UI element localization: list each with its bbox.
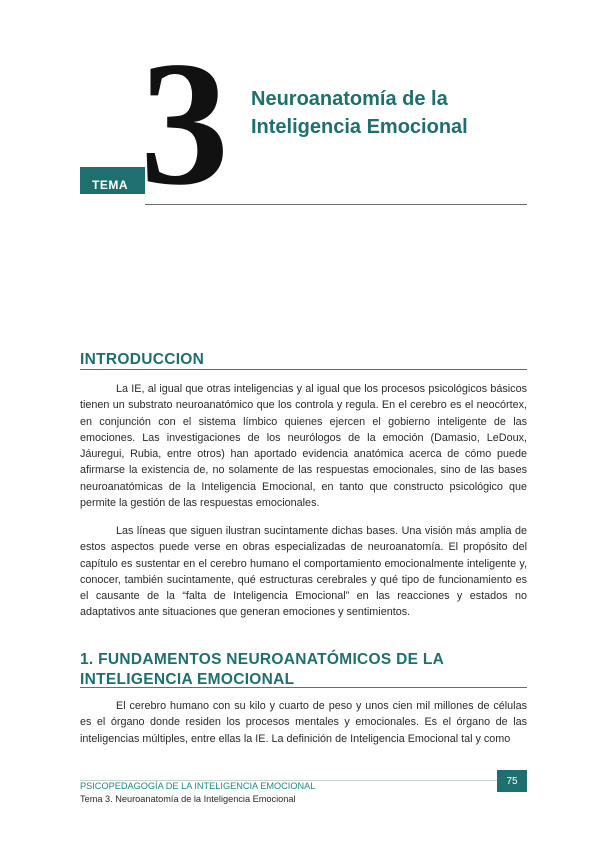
footer-book-title: PSICOPEDAGOGÍA DE LA INTELIGENCIA EMOCIONAL [80, 781, 316, 791]
intro-heading-rule [80, 369, 527, 370]
section-1-paragraph-1: El cerebro humano con su kilo y cuarto de peso y unos cien mil millones de células es el órgano donde residen los procesos mentales y emocionales. Es el órgano de las inteligencias múltiples, entre ellas la IE. La definición de Inteligencia Emocional tal y como [80, 700, 527, 745]
intro-heading: INTRODUCCION [80, 351, 205, 368]
chapter-title-line2: Inteligencia Emocional [251, 116, 468, 138]
chapter-title-line1: Neuroanatomía de la [251, 88, 448, 110]
footer-chapter-ref: Tema 3. Neuroanatomía de la Inteligencia Emocional [80, 794, 296, 804]
section-1-heading-rule [80, 687, 527, 688]
chapter-number: 3 [140, 24, 229, 222]
chapter-title [251, 85, 541, 141]
intro-paragraph-1: La IE, al igual que otras inteligencias y al igual que los procesos psicológicos básicos tienen un substrato neuroanatómico que los controla y regula. En el cerebro es el neocórtex, en conjunción con el sistema límbico quienes ejercen el gobierno inteligente de las emociones. Las investigaciones de los neurólogos de la emoción (Damasio, LeDoux, Jáuregui, Rubia, entre otros) han aportado evidencia anatómica acerca de cómo puede afirmarse la existencia de, no solamente de las respuestas emocionales, sino de las bases neuroanatómicas de la Inteligencia Emocional, en tanto que constructo psicológico que permite la gestión de las respuestas emocionales. [80, 383, 527, 510]
section-1-heading: 1. FUNDAMENTOS NEUROANATÓMICOS DE LA INTELIGENCIA EMOCIONAL [80, 651, 444, 688]
header-rule [145, 204, 527, 205]
intro-paragraph-2: Las líneas que siguen ilustran sucintamente dichas bases. Una visión más amplia de estos aspectos puede verse en obras especializadas de neuroanatomía. El propósito del capítulo es sustentar en el cerebro humano el comportamiento emocionalmente inteligente y, conocer, también sucintamente, qué estructuras cerebrales y qué tipo de funcionamiento es el causante de la “falta de Inteligencia Emocional” en las reacciones y estados no adaptativos ante situaciones que generan emociones y sentimientos. [80, 525, 527, 619]
tema-label: TEMA [92, 178, 128, 192]
page-number: 75 [497, 770, 527, 792]
